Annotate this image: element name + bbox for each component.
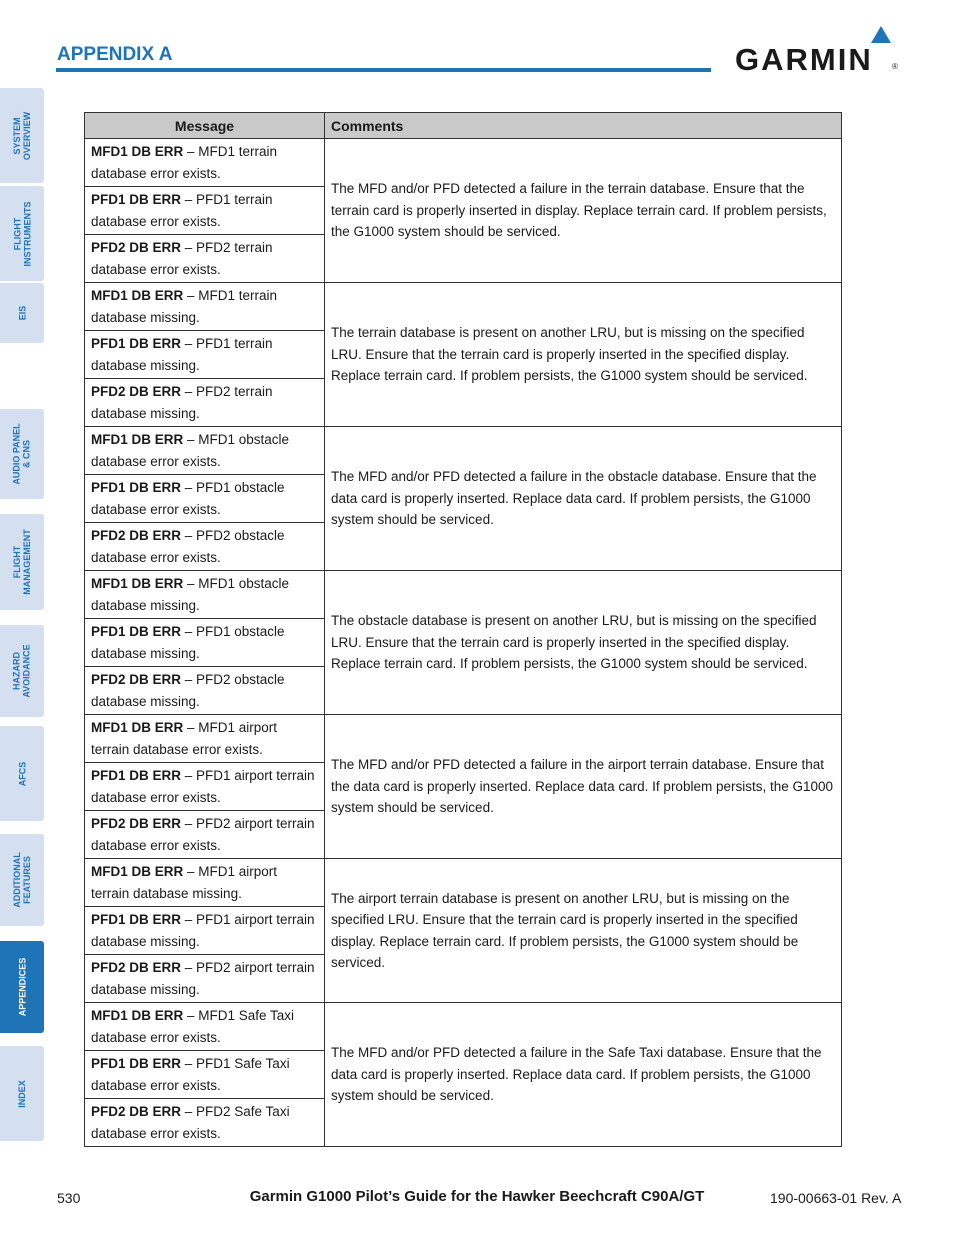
message-description: – PFD2 terrain database missing. [91,384,273,421]
message-code: MFD1 DB ERR [91,1008,184,1023]
message-description: – PFD1 Safe Taxi database error exists. [91,1056,290,1093]
message-cell [85,235,325,283]
message-cell [85,619,325,667]
message-description: – MFD1 airport terrain database error exists. [91,720,278,757]
message-code: PFD2 DB ERR [91,1104,182,1119]
message-description: – PFD2 obstacle database error exists. [91,528,285,565]
message-code: PFD2 DB ERR [91,240,182,255]
message-code: PFD2 DB ERR [91,528,182,543]
message-description: – MFD1 terrain database error exists. [91,144,278,181]
message-description: – PFD1 terrain database error exists. [91,192,273,229]
comment-cell: The MFD and/or PFD detected a failure in the airport terrain database. Ensure that the data card is properly inserted. Replace data card. If problem persists, the G1000 system should be serviced. [325,715,842,859]
message-description: – PFD2 obstacle database missing. [91,672,285,709]
message-code: PFD2 DB ERR [91,960,182,975]
tab-additional-features[interactable] [0,834,44,926]
message-cell [85,1099,325,1147]
message-description: – PFD1 airport terrain database missing. [91,912,315,949]
message-description: – PFD1 obstacle database missing. [91,624,285,661]
message-description: – PFD2 airport terrain database error exists. [91,816,315,853]
message-code: MFD1 DB ERR [91,720,184,735]
message-cell [85,331,325,379]
message-cell [85,283,325,331]
message-description: – PFD2 airport terrain database missing. [91,960,315,997]
message-code: MFD1 DB ERR [91,288,184,303]
message-table-body [85,139,842,1147]
message-cell [85,475,325,523]
tab-system-overview[interactable] [0,88,44,183]
message-cell [85,859,325,907]
tab-flight-instruments[interactable] [0,186,44,281]
message-code: PFD1 DB ERR [91,336,182,351]
comment-cell: The terrain database is present on another LRU, but is missing on the specified LRU. Ensure that the terrain card is properly inserted in the specified display. Replace terrain card. If problem persists, the G1000 system should be serviced. [325,283,842,427]
message-cell [85,715,325,763]
table-row [85,571,842,619]
message-cell [85,571,325,619]
section-title: APPENDIX A [57,44,173,65]
tab-index[interactable] [0,1046,44,1141]
message-description: – PFD1 airport terrain database error exists. [91,768,315,805]
tab-label: SYSTEM OVERVIEW [12,111,33,160]
tab-flight-management[interactable] [0,514,44,610]
column-header-comments: Comments [325,113,842,139]
message-cell [85,187,325,235]
message-code: MFD1 DB ERR [91,576,184,591]
document-number: 190-00663-01 Rev. A [770,1190,902,1206]
comment-cell: The airport terrain database is present on another LRU, but is missing on the specified LRU. Ensure that the terrain card is properly inserted in the specified display. Replace terrain card. If problem persists, the G1000 system should be serviced. [325,859,842,1003]
message-code: PFD2 DB ERR [91,816,182,831]
message-description: – PFD2 Safe Taxi database error exists. [91,1104,290,1141]
message-cell [85,763,325,811]
message-code: PFD1 DB ERR [91,1056,182,1071]
message-cell [85,811,325,859]
message-code: PFD1 DB ERR [91,192,182,207]
message-cell [85,667,325,715]
tab-eis[interactable] [0,283,44,343]
column-header-message: Message [85,113,325,139]
message-cell [85,523,325,571]
message-description: – MFD1 Safe Taxi database error exists. [91,1008,295,1045]
tab-afcs[interactable] [0,726,44,821]
tab-label: AUDIO PANEL & CNS [12,423,32,485]
tab-label: AFCS [17,761,27,786]
message-description: – MFD1 obstacle database error exists. [91,432,290,469]
message-description: – PFD1 obstacle database error exists. [91,480,285,517]
table-header-row [85,113,842,139]
registered-mark-icon: ® [892,62,898,71]
comment-cell: The MFD and/or PFD detected a failure in the Safe Taxi database. Ensure that the data card is properly inserted. Replace data card. If problem persists, the G1000 system should be serviced. [325,1003,842,1147]
message-description: – MFD1 terrain database missing. [91,288,278,325]
message-cell [85,955,325,1003]
tab-label: FLIGHT MANAGEMENT [12,529,32,595]
tab-hazard-avoidance[interactable] [0,625,44,717]
message-code: MFD1 DB ERR [91,864,184,879]
tab-appendices[interactable] [0,941,44,1033]
header-rule [56,68,711,72]
comment-cell: The MFD and/or PFD detected a failure in the obstacle database. Ensure that the data card is properly inserted. Replace data card. If problem persists, the G1000 system should be serviced. [325,427,842,571]
table-row [85,427,842,475]
message-code: PFD1 DB ERR [91,480,182,495]
message-cell [85,1051,325,1099]
message-code: PFD2 DB ERR [91,672,182,687]
message-code: PFD1 DB ERR [91,768,182,783]
tab-label: FLIGHT INSTRUMENTS [12,201,32,266]
comment-cell: The MFD and/or PFD detected a failure in the terrain database. Ensure that the terrain card is properly inserted in display. Replace terrain card. If problem persists, the G1000 system should be serviced. [325,139,842,283]
table-row [85,715,842,763]
message-code: PFD1 DB ERR [91,912,182,927]
footer-title: Garmin G1000 Pilot’s Guide for the Hawker Beechcraft C90A/GT [249,1188,705,1205]
message-cell [85,379,325,427]
tab-label: EIS [16,305,27,321]
tab-label: ADDITIONAL FEATURES [12,852,32,908]
message-code: PFD2 DB ERR [91,384,182,399]
message-table [84,112,842,1147]
message-description: – MFD1 obstacle database missing. [91,576,290,613]
table-row [85,139,842,187]
table-row [85,283,842,331]
table-row [85,1003,842,1051]
tab-audio-panel-cns[interactable] [0,409,44,499]
message-code: MFD1 DB ERR [91,432,184,447]
table-row [85,859,842,907]
message-cell [85,1003,325,1051]
message-cell [85,907,325,955]
message-code: MFD1 DB ERR [91,144,184,159]
message-cell [85,139,325,187]
message-description: – PFD2 terrain database error exists. [91,240,273,277]
page-number: 530 [57,1190,81,1206]
brand-wordmark: GARMIN [735,42,873,77]
message-description: – MFD1 airport terrain database missing. [91,864,278,901]
garmin-triangle-icon [871,26,891,43]
comment-cell: The obstacle database is present on another LRU, but is missing on the specified LRU. Ensure that the terrain card is properly inserted in the specified display. Replace terrain card. If problem persists, the G1000 system should be serviced. [325,571,842,715]
message-cell [85,427,325,475]
tab-label: APPENDICES [17,957,28,1017]
message-code: PFD1 DB ERR [91,624,182,639]
garmin-logo [735,26,900,76]
tab-label: INDEX [16,1079,27,1108]
message-description: – PFD1 terrain database missing. [91,336,273,373]
tab-label: HAZARD AVOIDANCE [12,644,32,698]
